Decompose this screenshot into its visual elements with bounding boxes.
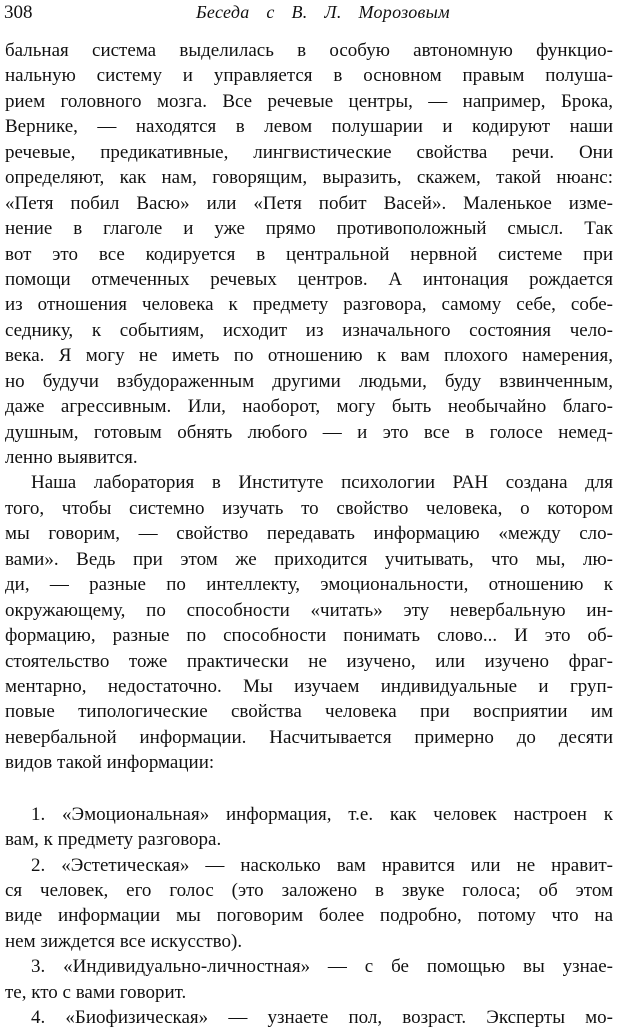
text-line: но будучи взбудораженным другими людьми, буду взвинченным, <box>5 370 613 392</box>
text-line: 4. «Биофизическая» — узнаете пол, возраст. Эксперты мо- <box>31 1007 613 1029</box>
text-line: вами». Ведь при этом же приходится учитывать, что мы, лю- <box>5 548 613 570</box>
page-body <box>5 38 613 1031</box>
text-line: 1. «Эмоциональная» информация, т.е. как человек настроен к <box>31 803 613 825</box>
text-line: века. Я могу не иметь по отношению к вам плохого намерения, <box>5 345 613 367</box>
list-item <box>5 954 613 1005</box>
text-line: 2. «Эстетическая» — насколько вам нравится или не нравит- <box>31 854 613 876</box>
page-number: 308 <box>4 2 33 23</box>
text-line: формацию, разные по способности понимать слово... И это об- <box>5 625 613 647</box>
text-line: даже агрессивным. Или, наоборот, могу быть необычайно благо- <box>5 396 613 418</box>
text-line: ментарно, недостаточно. Мы изучаем индивидуальные и груп- <box>5 675 613 697</box>
text-line: повые типологические свойства человека при восприятии им <box>5 701 613 723</box>
text-line: того, чтобы системно изучать то свойство человека, о котором <box>5 497 613 519</box>
text-line: окружающему, по способности «читать» эту невербальную ин- <box>5 599 613 621</box>
running-title: Беседа с В. Л. Морозовым <box>196 2 450 22</box>
text-line: из отношения человека к предмету разговора, самому себе, собе- <box>5 294 613 316</box>
text-line: «Петя побил Васю» или «Петя побит Васей». Маленькое изме- <box>5 192 613 214</box>
text-line: определяют, как нам, говорящим, выразить, скажем, такой нюанс: <box>5 167 613 189</box>
text-line: Вернике, — находятся в левом полушарии и кодируют наши <box>5 116 613 138</box>
list-item <box>5 1005 613 1030</box>
text-line: ди, — разные по интеллекту, эмоциональности, отношению к <box>5 574 613 596</box>
page-header <box>0 2 620 28</box>
text-line: нем зиждется все искусство). <box>5 930 243 952</box>
text-line: вот это все кодируется в центральной нервной системе при <box>5 243 613 265</box>
text-line: душным, готовым обнять любого — и это все в голосе немед- <box>5 421 613 443</box>
text-line: речевые, предикативные, лингвистические свойства речи. Они <box>5 141 613 163</box>
text-line: видов такой информации: <box>5 752 215 774</box>
list-item <box>5 802 613 853</box>
text-line: нальную систему и управляется в основном правым полуша- <box>5 65 613 87</box>
paragraph <box>5 470 613 775</box>
text-line: невербальной информации. Насчитывается примерно до десяти <box>5 726 613 748</box>
text-line: седнику, к событиям, исходит из изначального состояния чело- <box>5 319 613 341</box>
text-line: ся человек, его голос (это заложено в звуке голоса; об этом <box>5 880 613 901</box>
text-line: стоятельство тоже практически не изучено, или изучено фраг- <box>5 650 613 672</box>
text-line: те, кто с вами говорит. <box>5 981 187 1003</box>
paragraph <box>5 38 613 470</box>
text-line: мы говорим, — свойство передавать информацию «между сло- <box>5 523 613 545</box>
text-line: 3. «Индивидуально-личностная» — с бе помощью вы узнае- <box>31 956 613 978</box>
text-line: ленно выявится. <box>5 447 138 468</box>
text-line: виде информации мы поговорим более подробно, потому что на <box>5 905 613 927</box>
text-line: рием головного мозга. Все речевые центры, — например, Брока, <box>5 90 613 112</box>
text-line: вам, к предмету разговора. <box>5 829 222 851</box>
text-line: Наша лаборатория в Институте психологии РАН создана для <box>31 472 613 494</box>
text-line: нение в глаголе и уже прямо противоположный смысл. Так <box>5 218 613 240</box>
list-item <box>5 853 613 955</box>
spacer <box>5 776 613 802</box>
text-line: бальная система выделилась в особую автономную функцио- <box>5 40 613 61</box>
text-line: помощи отмеченных речевых центров. А интонация рождается <box>5 268 613 290</box>
